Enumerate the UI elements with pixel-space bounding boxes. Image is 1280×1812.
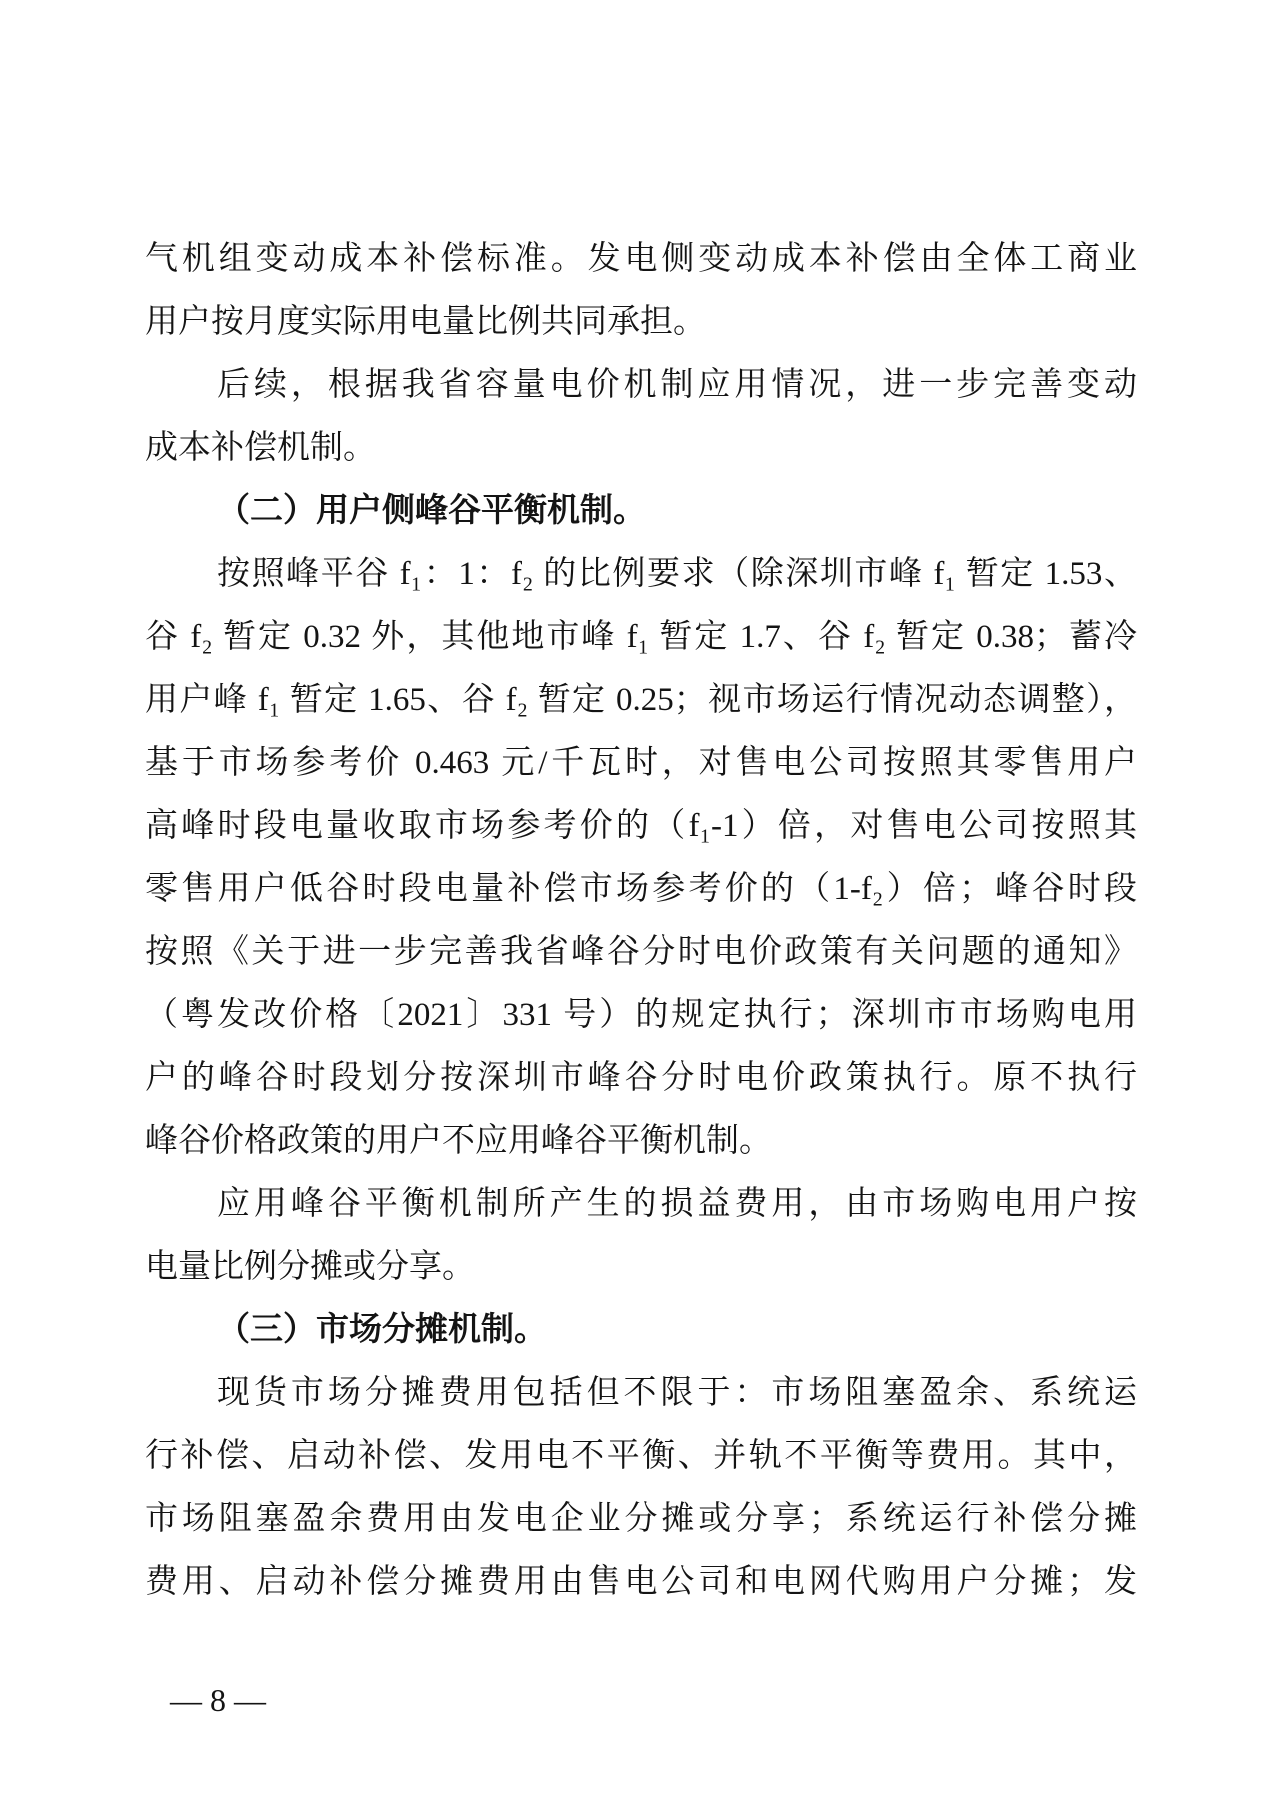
text-line: （粤发改价格〔2021〕331 号）的规定执行；深圳市市场购电用: [145, 997, 1137, 1033]
text-line: 户的峰谷时段划分按深圳市峰谷分时电价政策执行。原不执行: [145, 1060, 1137, 1096]
text-line: 现货市场分摊费用包括但不限于：市场阻塞盈余、系统运: [217, 1375, 1137, 1411]
document-body: [145, 228, 1137, 1614]
text-line: 费用、启动补偿分摊费用由售电公司和电网代购用户分摊；发: [145, 1564, 1137, 1600]
text-line: 基于市场参考价 0.463 元/千瓦时，对售电公司按照其零售用户: [145, 745, 1137, 781]
text-line: 谷 f₂ 暂定 0.32 外，其他地市峰 f₁ 暂定 1.7、谷 f₂ 暂定 0.38；蓄冷: [145, 619, 1137, 655]
text-line: 零售用户低谷时段电量补偿市场参考价的（1-f₂）倍；峰谷时段: [145, 871, 1137, 907]
text-line: 成本补偿机制。: [145, 430, 376, 466]
text-line: 应用峰谷平衡机制所产生的损益费用，由市场购电用户按: [217, 1186, 1137, 1222]
page-number: — 8 —: [170, 1682, 266, 1718]
text-line: 用户按月度实际用电量比例共同承担。: [145, 304, 706, 340]
section-heading-line: （二）用户侧峰谷平衡机制。: [217, 493, 646, 529]
text-line: 按照峰平谷 f₁：1：f₂ 的比例要求（除深圳市峰 f₁ 暂定 1.53、: [217, 556, 1137, 592]
text-line: 市场阻塞盈余费用由发电企业分摊或分享；系统运行补偿分摊: [145, 1501, 1137, 1537]
section-heading-line: （三）市场分摊机制。: [217, 1312, 547, 1348]
text-line: 峰谷价格政策的用户不应用峰谷平衡机制。: [145, 1123, 772, 1159]
text-line: 后续，根据我省容量电价机制应用情况，进一步完善变动: [217, 367, 1137, 403]
text-line: 高峰时段电量收取市场参考价的（f₁-1）倍，对售电公司按照其: [145, 808, 1137, 844]
text-line: 按照《关于进一步完善我省峰谷分时电价政策有关问题的通知》: [145, 934, 1137, 970]
text-line: 行补偿、启动补偿、发用电不平衡、并轨不平衡等费用。其中，: [145, 1438, 1137, 1474]
text-line: 用户峰 f₁ 暂定 1.65、谷 f₂ 暂定 0.25；视市场运行情况动态调整），: [145, 682, 1137, 718]
text-line: 气机组变动成本补偿标准。发电侧变动成本补偿由全体工商业: [145, 241, 1137, 277]
text-line: 电量比例分摊或分享。: [145, 1249, 475, 1285]
